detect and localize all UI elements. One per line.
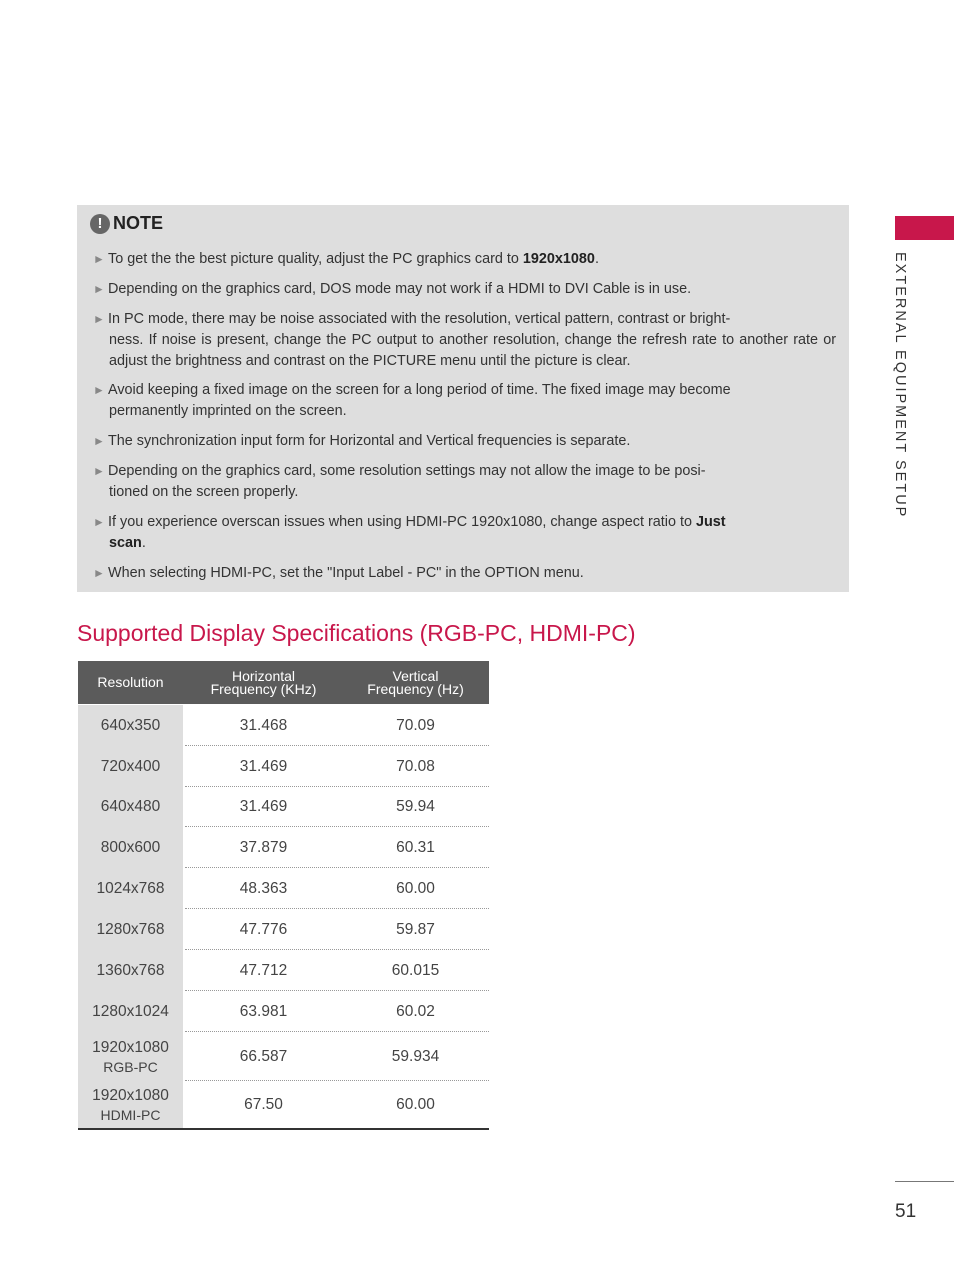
table-row: [78, 868, 489, 909]
vertical-frequency-cell: 60.00: [396, 879, 435, 897]
section-tab-marker: [895, 216, 954, 240]
horizontal-frequency-cell: 66.587: [239, 1047, 288, 1065]
note-item: ► To get the the best picture quality, adjust the PC graphics card to 1920x1080.: [93, 249, 836, 270]
bullet-arrow-icon: ►: [93, 312, 105, 326]
header-vertical-frequency: Vertical Frequency (Hz): [367, 667, 464, 697]
note-header: [90, 213, 163, 234]
table-row: [78, 1032, 489, 1081]
note-item: ► Avoid keeping a fixed image on the screen for a long period of time. The fixed image may become permanently imprinted on the screen.: [93, 382, 731, 419]
note-item: ► Depending on the graphics card, some resolution settings may not allow the image to be posi- tioned on the screen properly.: [93, 463, 706, 500]
horizontal-frequency-cell: 63.981: [239, 1002, 288, 1020]
note-item: ► When selecting HDMI-PC, set the "Input Label - PC" in the OPTION menu.: [93, 563, 836, 584]
horizontal-frequency-cell: 37.879: [239, 838, 288, 856]
table-bottom-rule: [78, 1128, 489, 1130]
horizontal-frequency-cell: 47.776: [239, 920, 288, 938]
resolution-cell: 640x350: [78, 705, 183, 746]
table-row: [78, 705, 489, 746]
note-item: ► If you experience overscan issues when using HDMI-PC 1920x1080, change aspect ratio to Just scan.: [93, 514, 726, 551]
header-horizontal-frequency: Horizontal Frequency (KHz): [210, 667, 317, 697]
page-number: 51: [895, 1201, 917, 1222]
bullet-arrow-icon: ►: [93, 464, 105, 478]
resolution-cell: 1280x768: [78, 909, 183, 950]
bullet-arrow-icon: ►: [93, 515, 105, 529]
note-title: NOTE: [113, 213, 164, 233]
page-number-rule: [895, 1181, 954, 1182]
bullet-arrow-icon: ►: [93, 566, 105, 580]
vertical-frequency-cell: 59.87: [396, 920, 435, 938]
horizontal-frequency-cell: 31.469: [239, 757, 288, 775]
table-row: [78, 787, 489, 827]
resolution-cell: 720x400: [78, 746, 183, 787]
section-title: Supported Display Specifications (RGB-PC, HDMI-PC): [77, 620, 636, 646]
horizontal-frequency-cell: 31.468: [239, 716, 288, 734]
vertical-frequency-cell: 59.934: [391, 1047, 440, 1065]
table-row: [78, 991, 489, 1032]
resolution-cell: 640x480: [78, 787, 183, 827]
resolution-cell: 1920x1080 RGB-PC: [78, 1032, 183, 1081]
horizontal-frequency-cell: 31.469: [239, 798, 288, 815]
note-item: ► The synchronization input form for Horizontal and Vertical frequencies is separate.: [93, 431, 836, 452]
vertical-frequency-cell: 59.94: [396, 798, 435, 815]
resolution-cell: 1024x768: [78, 868, 183, 909]
vertical-frequency-cell: 70.09: [396, 716, 435, 734]
resolution-cell: 1360x768: [78, 950, 183, 991]
section-side-label: EXTERNAL EQUIPMENT SETUP: [892, 252, 908, 519]
table-row: [78, 746, 489, 787]
note-item: ► In PC mode, there may be noise associated with the resolution, vertical pattern, contrast or bright- ness. If noise is present, change the PC output to another resolution, change the refresh rate to another rate or adjust the brightness and contrast on the PICTURE menu until the picture is clear.: [93, 311, 836, 369]
exclamation-icon: !: [90, 214, 110, 234]
vertical-frequency-cell: 70.08: [396, 757, 435, 775]
vertical-frequency-cell: 60.015: [391, 961, 440, 979]
vertical-frequency-cell: 60.31: [396, 838, 435, 856]
header-resolution: Resolution: [97, 674, 164, 690]
table-row: [78, 1081, 489, 1128]
bullet-arrow-icon: ►: [93, 434, 105, 448]
table-row: [78, 950, 489, 991]
resolution-cell: 800x600: [78, 827, 183, 868]
table-header: [78, 661, 489, 704]
bullet-arrow-icon: ►: [93, 252, 105, 266]
horizontal-frequency-cell: 48.363: [239, 879, 288, 897]
resolution-cell: 1280x1024: [78, 991, 183, 1032]
resolution-cell: 1920x1080 HDMI-PC: [78, 1081, 183, 1128]
note-item: ► Depending on the graphics card, DOS mode may not work if a HDMI to DVI Cable is in use.: [93, 279, 836, 300]
horizontal-frequency-cell: 67.50: [244, 1095, 283, 1113]
vertical-frequency-cell: 60.02: [396, 1002, 435, 1020]
table-row: [78, 909, 489, 950]
bullet-arrow-icon: ►: [93, 383, 105, 397]
bullet-arrow-icon: ►: [93, 282, 105, 296]
horizontal-frequency-cell: 47.712: [239, 961, 288, 979]
vertical-frequency-cell: 60.00: [396, 1095, 435, 1113]
table-row: [78, 827, 489, 868]
